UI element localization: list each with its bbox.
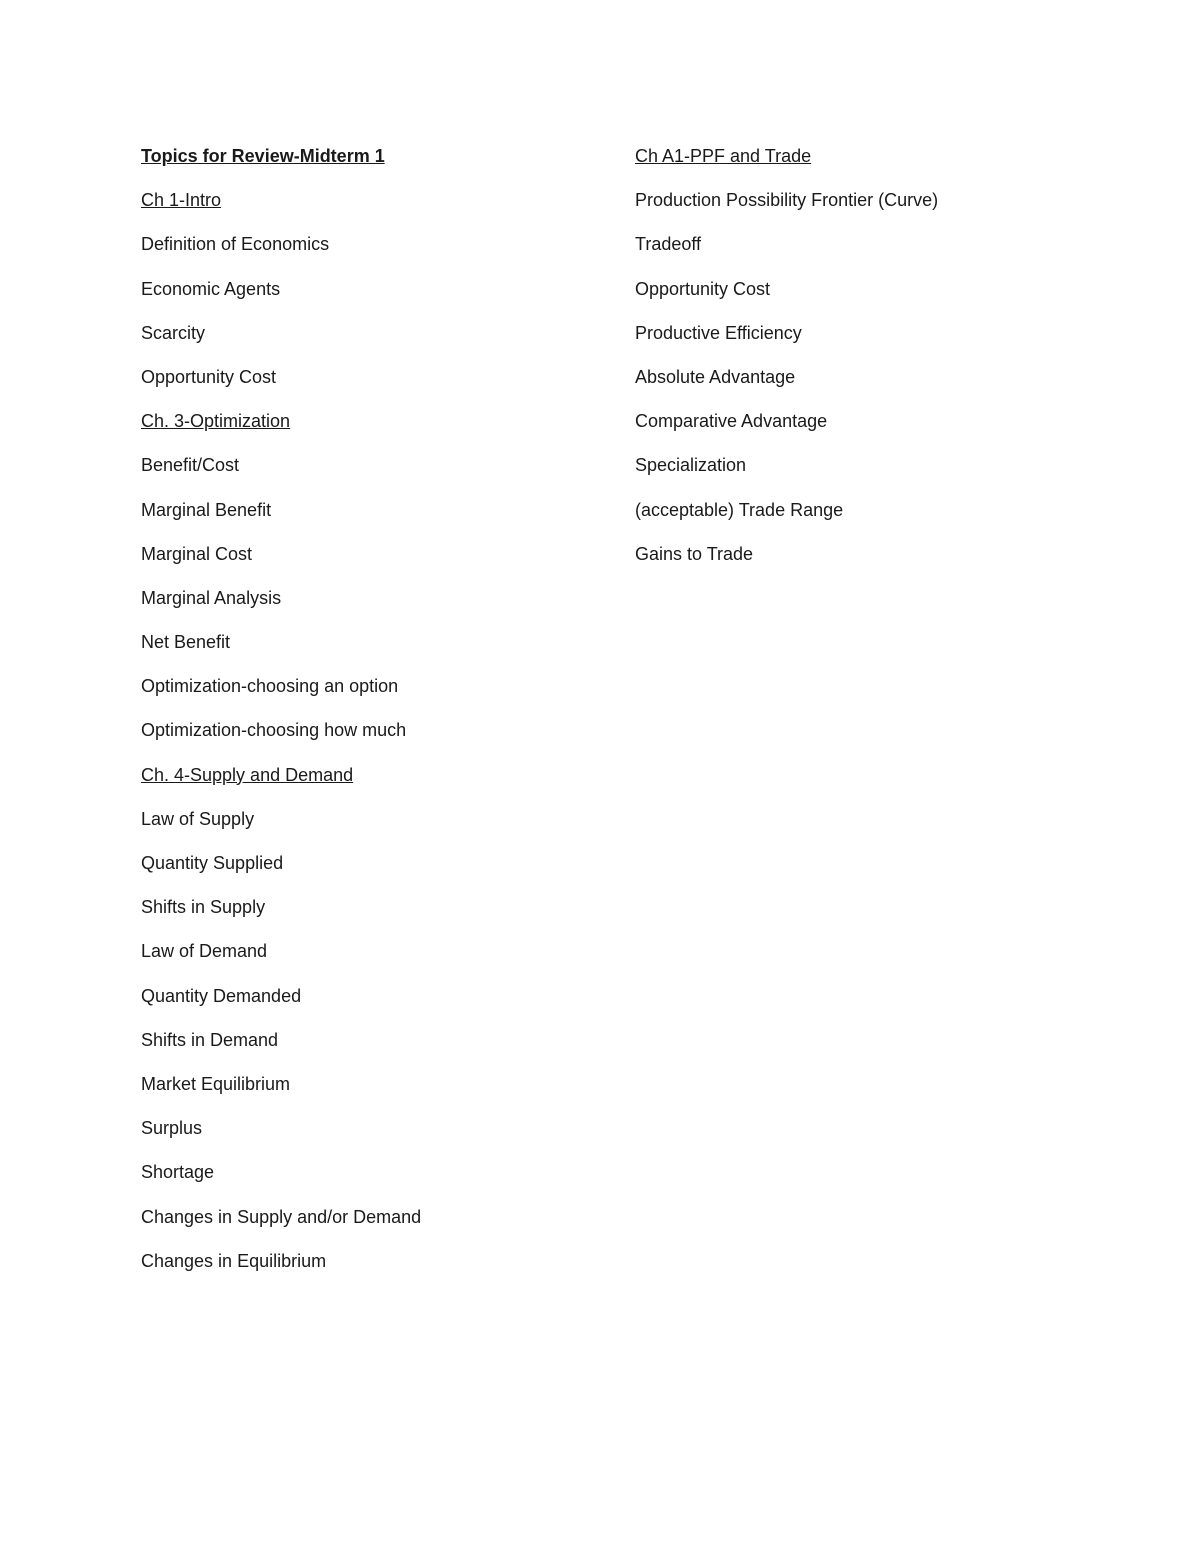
topic-item: Law of Supply <box>141 808 255 829</box>
topic-item: Shifts in Demand <box>141 1029 279 1050</box>
topic-item: Specialization <box>635 455 747 476</box>
topic-item: Marginal Benefit <box>141 499 272 520</box>
topic-item: Shortage <box>141 1162 215 1183</box>
topic-item: Tradeoff <box>635 234 702 255</box>
topic-item: Changes in Supply and/or Demand <box>141 1206 422 1227</box>
topic-item: Net Benefit <box>141 632 231 653</box>
topic-item: (acceptable) Trade Range <box>635 499 844 520</box>
topic-item: Shifts in Supply <box>141 897 266 918</box>
section-heading: Ch. 3-Optimization <box>141 411 291 432</box>
topic-item: Productive Efficiency <box>635 322 802 343</box>
topic-item: Optimization-choosing an option <box>141 676 399 697</box>
topic-item: Absolute Advantage <box>635 366 796 387</box>
section-heading: Ch A1-PPF and Trade <box>635 146 812 166</box>
topic-item: Scarcity <box>141 322 206 343</box>
topic-item: Marginal Cost <box>141 543 253 564</box>
topic-item: Opportunity Cost <box>635 278 771 299</box>
topic-item: Definition of Economics <box>141 234 330 255</box>
topic-item: Production Possibility Frontier (Curve) <box>635 190 939 211</box>
document-title: Topics for Review-Midterm 1 <box>141 146 385 166</box>
topic-item: Quantity Supplied <box>141 853 284 873</box>
right-column <box>635 139 1105 581</box>
topic-item: Surplus <box>141 1118 203 1139</box>
section-heading: Ch 1-Intro <box>141 190 222 211</box>
topic-item: Optimization-choosing how much <box>141 720 407 741</box>
section-heading: Ch. 4-Supply and Demand <box>141 764 354 785</box>
topic-item: Quantity Demanded <box>141 985 302 1006</box>
topic-item: Gains to Trade <box>635 543 754 564</box>
topic-item: Opportunity Cost <box>141 366 277 387</box>
topic-item: Comparative Advantage <box>635 411 828 432</box>
topic-item: Changes in Equilibrium <box>141 1250 327 1271</box>
topic-item: Law of Demand <box>141 941 268 962</box>
topic-item: Market Equilibrium <box>141 1073 291 1094</box>
topic-item: Benefit/Cost <box>141 455 240 476</box>
topic-item: Economic Agents <box>141 278 281 299</box>
topic-item: Marginal Analysis <box>141 587 282 608</box>
left-column <box>141 139 611 1288</box>
